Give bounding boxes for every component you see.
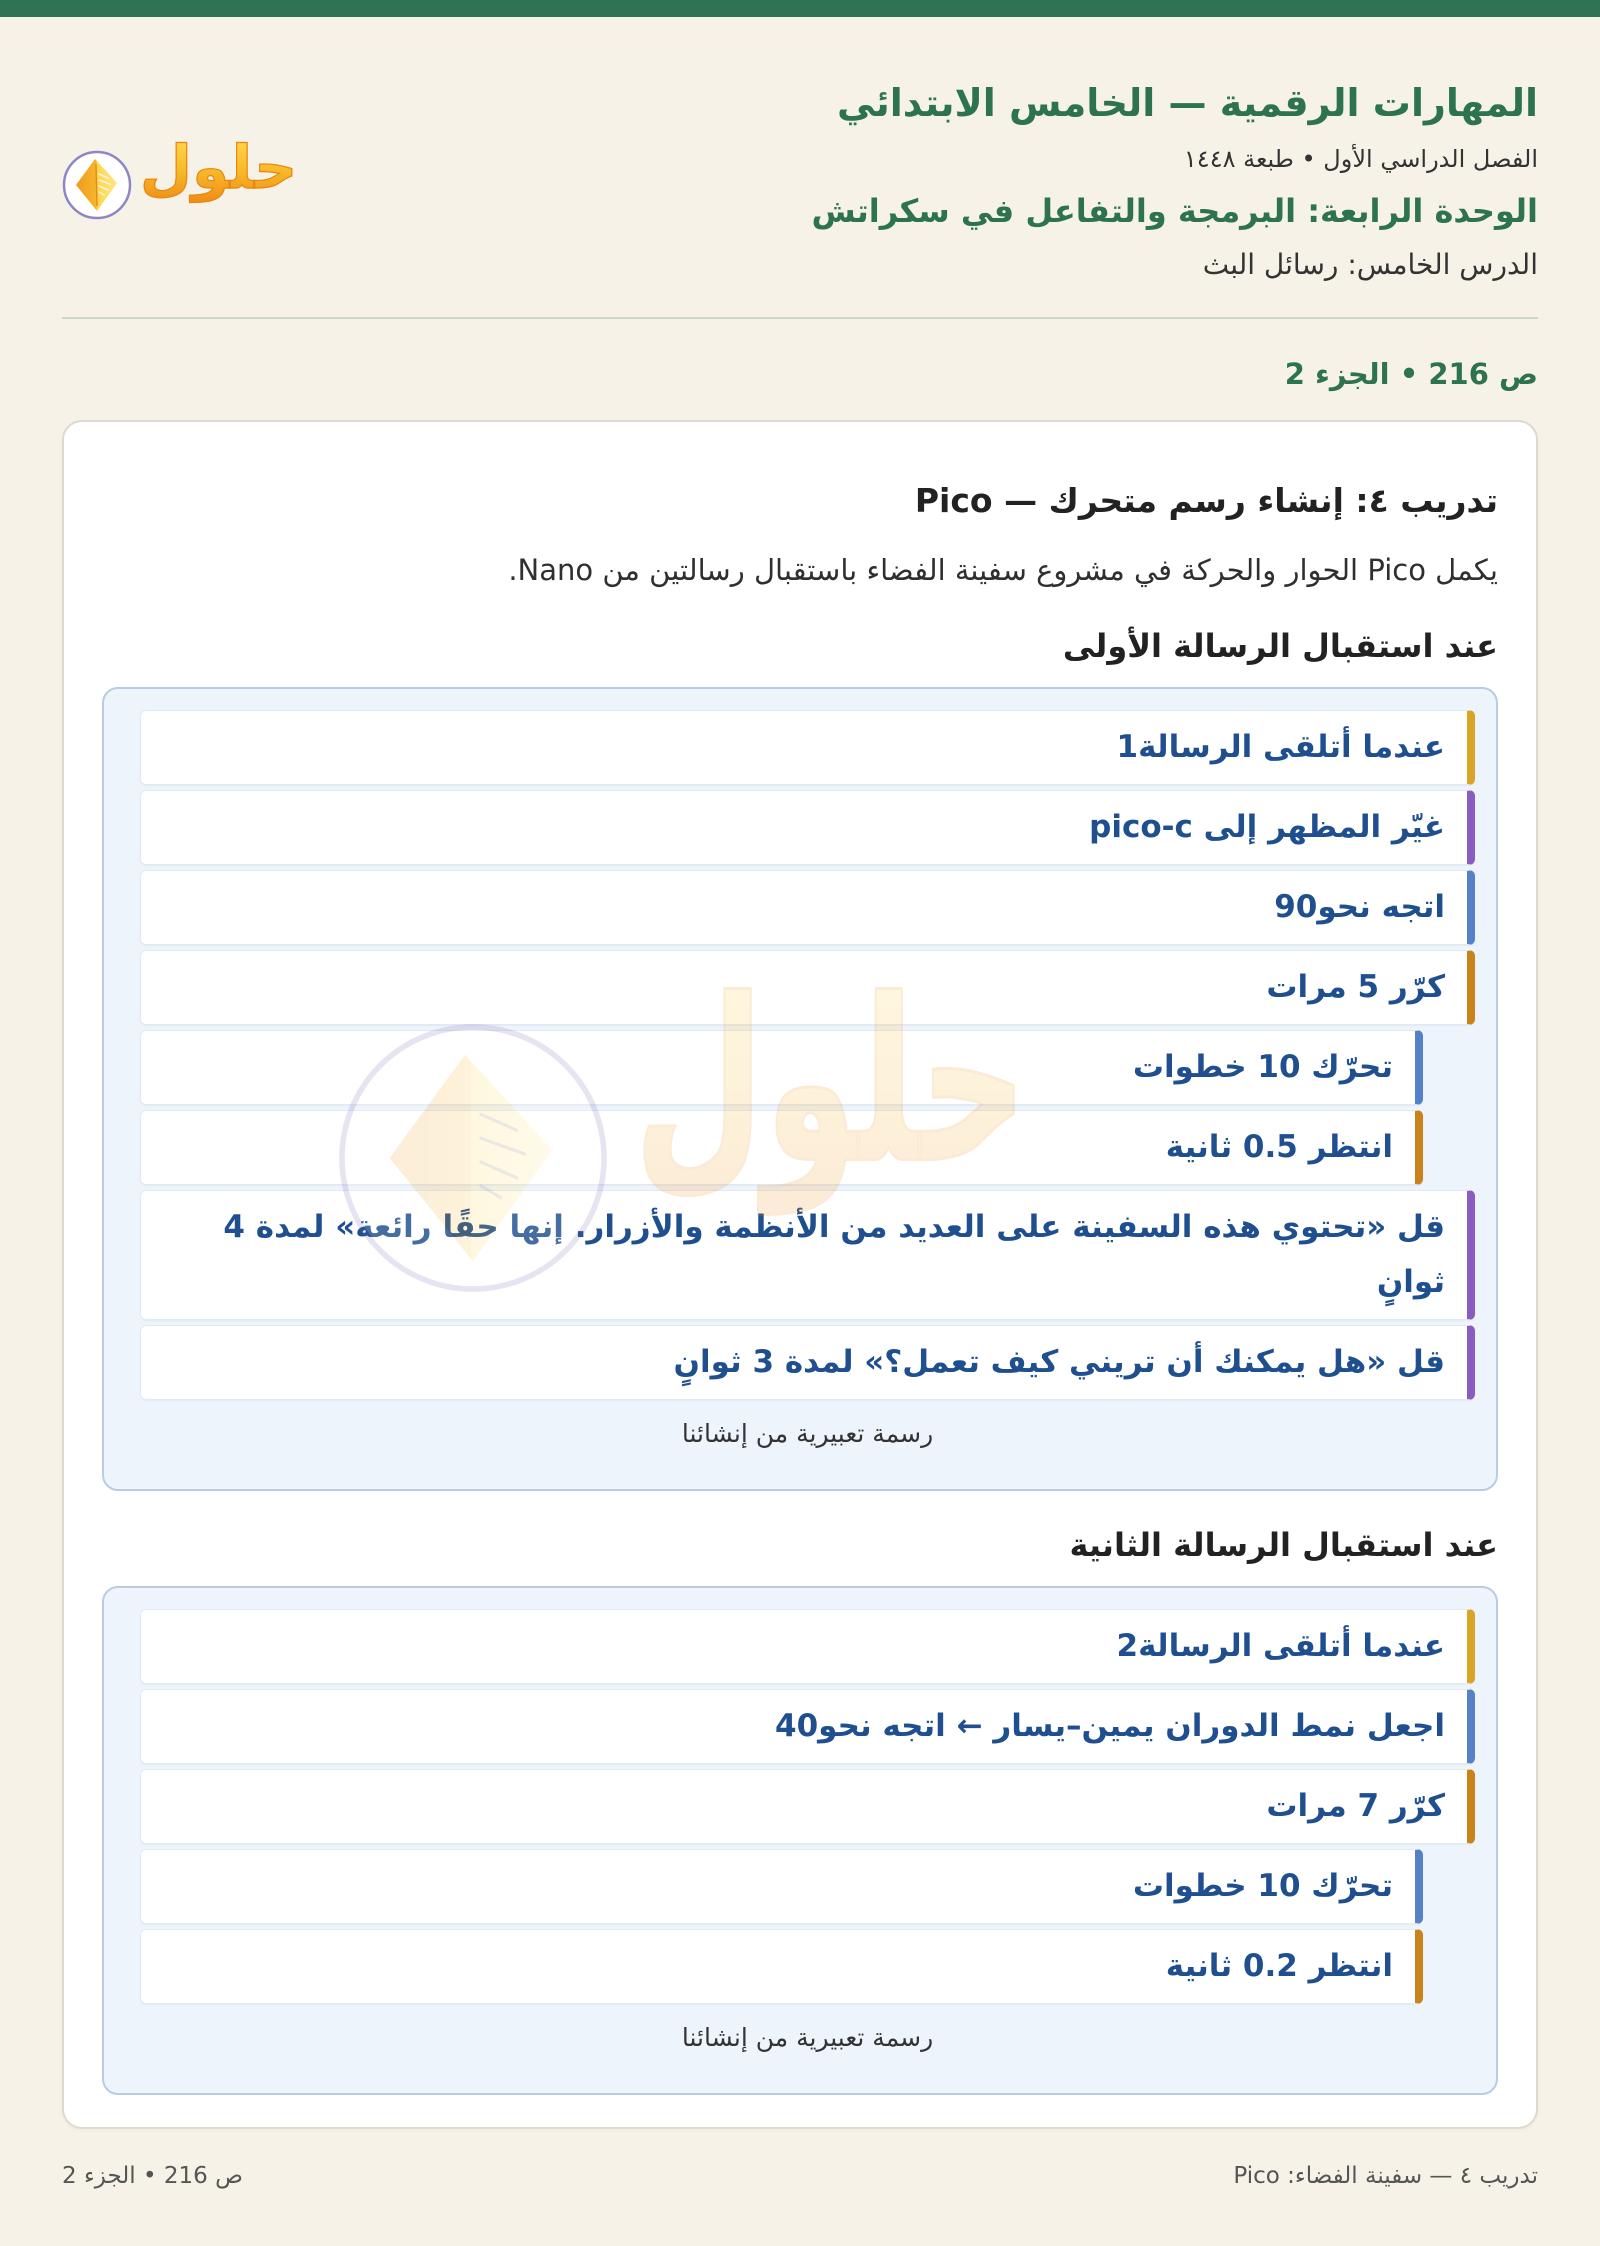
say-block: قل «تحتوي هذه السفينة على العديد من الأنظمة والأزرار. إنها حقًا رائعة» لمدة 4 ثوانٍ bbox=[140, 1190, 1475, 1320]
footer-page-label: ص 216 • الجزء 2 bbox=[62, 2163, 243, 2189]
script-panel bbox=[102, 1586, 1498, 2095]
point-direction-block: اتجه نحو90 bbox=[140, 870, 1475, 945]
logo-wordmark: حلول bbox=[140, 133, 298, 203]
page-reference: ص 216 • الجزء 2 bbox=[1284, 357, 1538, 391]
exercise-title: تدريب ٤: إنشاء رسم متحرك — Pico bbox=[914, 481, 1498, 520]
figure-caption: رسمة تعبيرية من إنشائنا bbox=[681, 1419, 934, 1448]
rotation-style-block: اجعل نمط الدوران يمين–يسار ← اتجه نحو40 bbox=[140, 1689, 1475, 1764]
exercise-card bbox=[62, 420, 1538, 2129]
page-footer bbox=[62, 2159, 1538, 2193]
term-edition: الفصل الدراسي الأول • طبعة ١٤٤٨ bbox=[1183, 145, 1538, 173]
figure-caption: رسمة تعبيرية من إنشائنا bbox=[681, 2023, 934, 2052]
wait-block: انتظر 0.2 ثانية bbox=[140, 1929, 1423, 2004]
switch-costume-block: غيّر المظهر إلى pico-c bbox=[140, 790, 1475, 865]
footer-exercise-label: تدريب ٤ — سفينة الفضاء: Pico bbox=[1233, 2163, 1538, 2189]
page-header bbox=[0, 17, 1600, 286]
lesson-title: الدرس الخامس: رسائل البث bbox=[1202, 248, 1538, 281]
unit-title: الوحدة الرابعة: البرمجة والتفاعل في سكراتش bbox=[811, 192, 1538, 230]
when-receive-block: عندما أتلقى الرسالة1 bbox=[140, 710, 1475, 785]
when-receive-block: عندما أتلقى الرسالة2 bbox=[140, 1609, 1475, 1684]
move-steps-block: تحرّك 10 خطوات bbox=[140, 1030, 1423, 1105]
script-heading: عند استقبال الرسالة الثانية bbox=[1069, 1526, 1498, 1564]
repeat-block: كرّر 7 مرات bbox=[140, 1769, 1475, 1844]
move-steps-block: تحرّك 10 خطوات bbox=[140, 1849, 1423, 1924]
brand-logo bbox=[62, 133, 298, 228]
say-block: قل «هل يمكنك أن تريني كيف تعمل؟» لمدة 3 ثوانٍ bbox=[140, 1325, 1475, 1400]
script-heading: عند استقبال الرسالة الأولى bbox=[1062, 627, 1498, 665]
top-accent-bar bbox=[0, 0, 1600, 17]
header-divider bbox=[62, 317, 1538, 319]
repeat-block: كرّر 5 مرات bbox=[140, 950, 1475, 1025]
exercise-description: يكمل Pico الحوار والحركة في مشروع سفينة الفضاء باستقبال رسالتين من Nano. bbox=[508, 553, 1498, 587]
wait-block: انتظر 0.5 ثانية bbox=[140, 1110, 1423, 1185]
script-panel bbox=[102, 687, 1498, 1491]
book-title: المهارات الرقمية — الخامس الابتدائي bbox=[837, 81, 1538, 125]
logo-book-icon bbox=[62, 150, 132, 220]
